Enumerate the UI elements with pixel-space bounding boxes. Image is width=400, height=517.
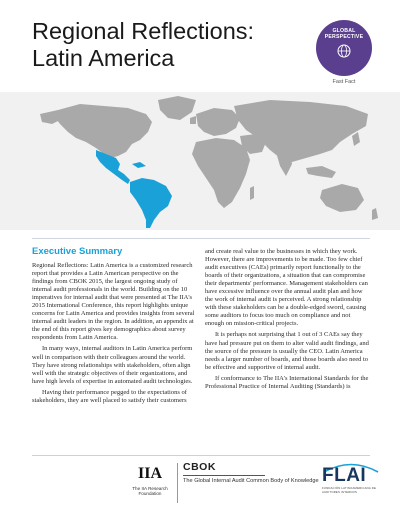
world-map-graphic [0, 92, 400, 230]
world-map [0, 92, 400, 230]
footer-separator [177, 463, 178, 503]
paragraph: If conformance to The IIA's International Standards for the Professional Practice of Internal Auditing (Standards) is [205, 374, 369, 390]
body-column-right [205, 248, 369, 394]
map-southeast-asia [306, 166, 336, 178]
map-north-america [54, 104, 152, 158]
map-australia [320, 184, 364, 212]
map-india [276, 152, 292, 176]
badge-label: GLOBAL PERSPECTIVE [324, 28, 364, 40]
iia-mark-text: IIA [137, 465, 163, 481]
map-japan [352, 132, 360, 146]
flai-wordmark: FLAI [322, 465, 367, 486]
paragraph: and create real value to the businesses in which they work. However, there are improvements to be made. Too few chief audit executives (CAEs) primarily report functionally to the boards of their organizations, a situation that can compromise their departments' performance. Management stakeholders can have excessive influence over the annual audit plan and how the work of internal audit is perceived. A strong relationship with these stakeholders can be a double-edged sword, causing some auditors to focus too much on compliance and not enough on mission-critical projects. [205, 248, 368, 328]
map-africa [192, 138, 250, 208]
map-caribbean [132, 162, 146, 168]
cbok-logo [183, 461, 319, 485]
paragraph: Having their performance pegged to the expectations of stakeholders, they are well placed to satisfy their customers [32, 388, 187, 404]
global-perspective-badge [316, 20, 372, 76]
paragraph: It is perhaps not surprising that 1 out of 3 CAEs say they have had pressure put on them to alter valid audit findings, and the source of the pressure is usually the CEO. Latin America needs a larger number of boards, and those boards also need to be effective and supportive of internal audit. [205, 331, 369, 371]
body-column-left [32, 262, 196, 408]
map-new-zealand [372, 208, 378, 220]
section-heading: Executive Summary [32, 246, 123, 257]
cbok-subtitle: The Global Internal Audit Common Body of Knowledge [183, 478, 319, 484]
map-madagascar [250, 186, 254, 200]
cbok-title: CBOK [183, 461, 216, 473]
map-uk [190, 116, 196, 124]
map-greenland [158, 96, 196, 120]
paragraph: In many ways, internal auditors in Latin America perform well in comparison with their colleagues around the world. They have strong relationships with stakeholders, often align well with the strategic objectives of their organizations, and have high levels of expertise in automated audit technologies. [32, 345, 193, 385]
iia-logo-icon [135, 463, 165, 481]
iia-name: The IIA Research Foundation [132, 486, 168, 496]
flai-logo [322, 466, 382, 494]
map-europe [196, 108, 240, 136]
flai-subtitle: FUNDACIÓN LATINOAMERICANA DE AUDITORES INTERNOS [322, 486, 377, 494]
map-alaska [40, 110, 60, 124]
badge-subtitle: Fast Fact [332, 79, 356, 85]
footer-divider [32, 455, 370, 456]
iia-research-foundation-logo [128, 463, 172, 496]
section-divider [32, 238, 370, 239]
page-title: Regional Reflections: Latin America [32, 18, 255, 71]
cbok-rule [183, 475, 265, 476]
map-south-america [130, 178, 172, 228]
paragraph: Regional Reflections: Latin America is a customized research report that provides a Latin American perspective on the findings from CBOK 2015, the largest ongoing study of internal audit professionals in the world. Building on the 10 imperatives for internal audit that were presented at The IIA's 2015 International Conference, this report highlights unique concerns for Latin America and provides insights from several internal audit leaders in the region. In addition, an appendix at the end of this report gives key demographics about survey respondents from Latin America. [32, 262, 195, 342]
globe-icon [337, 44, 351, 58]
